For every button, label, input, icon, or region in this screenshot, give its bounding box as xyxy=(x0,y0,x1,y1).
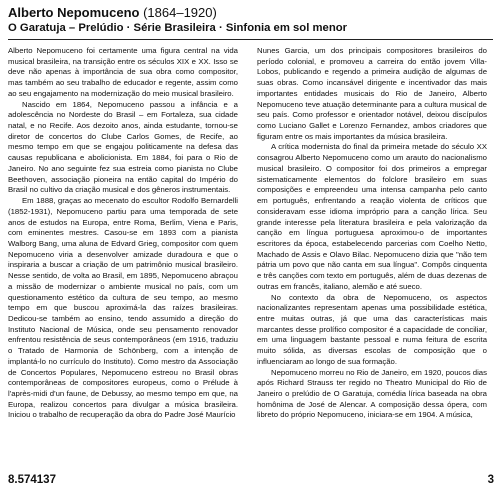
paragraph: Nascido em 1864, Nepomuceno passou a infância e a adolescência no Nordeste do Brasil – em Fortaleza, sua cidade natal, e no Recife. Aos dezoito anos, ainda estudante, tornou-se diretor de concertos do Clube Carlos Gomes, de Recife, ao mesmo tempo em que se engajou politicamente na defesa das causas republicana e abolicionista. Em 1884, foi para o Rio de Janeiro. No ano seguinte fez sua estreia como pianista no Clube Beethoven, associação pioneira na então capital do Império do Brasil no cultivo da criação musical e dos gêneros instrumentais. xyxy=(8,99,238,195)
composer-heading xyxy=(8,5,494,20)
right-text-column xyxy=(257,46,487,421)
catalog-number: 8.574137 xyxy=(8,474,56,486)
paragraph: Alberto Nepomuceno foi certamente uma figura central na vida musical brasileira, na transição entre os séculos XIX e XX. Isso se deve não apenas à importância de sua obra como compositor, mas também ao seu trabalho de educador e regente, assim como ao seu engajamento na modernização do meio musical brasileiro. xyxy=(8,46,238,98)
paragraph: No contexto da obra de Nepomuceno, os aspectos nacionalizantes representam apenas uma possibilidade estética, entre muitas outras, já que uma das características mais marcantes desse prolífico compositor é a capacidade de conciliar, em uma linguagem bastante pessoal e numa feitura de escrita muito sólida, as diversas escolas de composição que o influenciaram ao longo de sua formação. xyxy=(257,292,487,366)
header-divider xyxy=(8,39,493,40)
paragraph: Nepomuceno morreu no Rio de Janeiro, em 1920, poucos dias após Richard Strauss ter regido no Theatro Municipal do Rio de Janeiro o prelúdio de O Garatuja, comédia lírica baseada na obra homônima de José de Alencar. A composição dessa ópera, com libreto do próprio Nepomuceno, iniciara-se em 1904. A música, xyxy=(257,367,487,420)
paragraph: Em 1888, graças ao mecenato do escultor Rodolfo Bernardelli (1852-1931), Nepomuceno partiu para uma temporada de sete anos de estudos na Europa, entre Roma, Berlim, Viena e Paris, com eminentes mestres. Casou-se em 1893 com a pianista Walborg Bang, uma aluna de Edvard Grieg, compositor com quem Nepomuceno viria a desenvolver amizade duradoura e que o inspiraria a buscar a criação de um patrimônio musical brasileiro. Nesse sentido, de volta ao Brasil, em 1895, Nepomuceno abraçou a missão de modernizar o ambiente musical no país, com um questionamento estético da cultura de seu tempo, ao mesmo tempo em que buscou aproximá-la das raízes brasileiras. Dedicou-se também ao ensino, tendo assumido a direção do Instituto Nacional de Música, onde seu pensamento renovador enfrentou resistência de seus contemporâneos (em 1916, traduziu o Tratado de Harmonia de Schönberg, com a intenção de implantá-lo no currículo do Instituto). Como mestro da Associação de Concertos Populares, Nepomuceno estreou no Brasil obras contemporâneas de compositores europeus, como o Prélude à l'après-midi d'un faune, de Debussy, ao mesmo tempo em que, na Europa, realizou concertos para divulgar a música brasileira. Iniciou o trabalho de recuperação da obra do Padre José Maurício xyxy=(8,196,238,420)
page-footer xyxy=(8,474,494,488)
left-text-column xyxy=(8,46,238,421)
page-number: 3 xyxy=(487,474,494,486)
paragraph: A crítica modernista do final da primeira metade do século XX consagrou Alberto Nepomuceno como um arauto do nacionalismo musical brasileiro. O compositor foi dos primeiros a empregar sistematicamente elementos do folclore brasileiro em suas composições e empreendeu uma intensa campanha pelo canto em português, enfrentando a reação violenta de críticos que consideravam esse idioma impróprio para a canção lírica. Seu grande interesse pela literatura brasileira e pela valorização da canção em língua portuguesa aproximou-o de importantes escritores da época, estabelecendo parcerias com Coelho Netto, Machado de Assis e Olavo Bilac. Nepomuceno dizia que "não tem pátria um povo que não canta em sua língua". Compôs cinquenta e três canções com texto em português, além de duas dezenas de outras em francês, italiano, alemão e até sueco. xyxy=(257,142,487,291)
paragraph: Nunes Garcia, um dos principais compositores brasileiros do período colonial, e promoveu a carreira do então jovem Villa-Lobos, publicando e regendo a primeira audição de algumas de suas obras. Como incansável dirigente e incentivador das mais importantes entidades musicais do Rio de Janeiro, Alberto Nepomuceno teve atuação determinante para a cultura musical de seu país. Como professor e orientador notável, deixou discípulos como Luciano Gallet e Lorenzo Fernandez, ambos criadores que figuram entre os mais importantes da música brasileira. xyxy=(257,46,487,141)
works-subtitle: O Garatuja – Prelúdio · Série Brasileira · Sinfonia em sol menor xyxy=(8,22,348,34)
composer-dates: (1864–1920) xyxy=(143,5,217,20)
composer-name: Alberto Nepomuceno xyxy=(8,5,140,20)
